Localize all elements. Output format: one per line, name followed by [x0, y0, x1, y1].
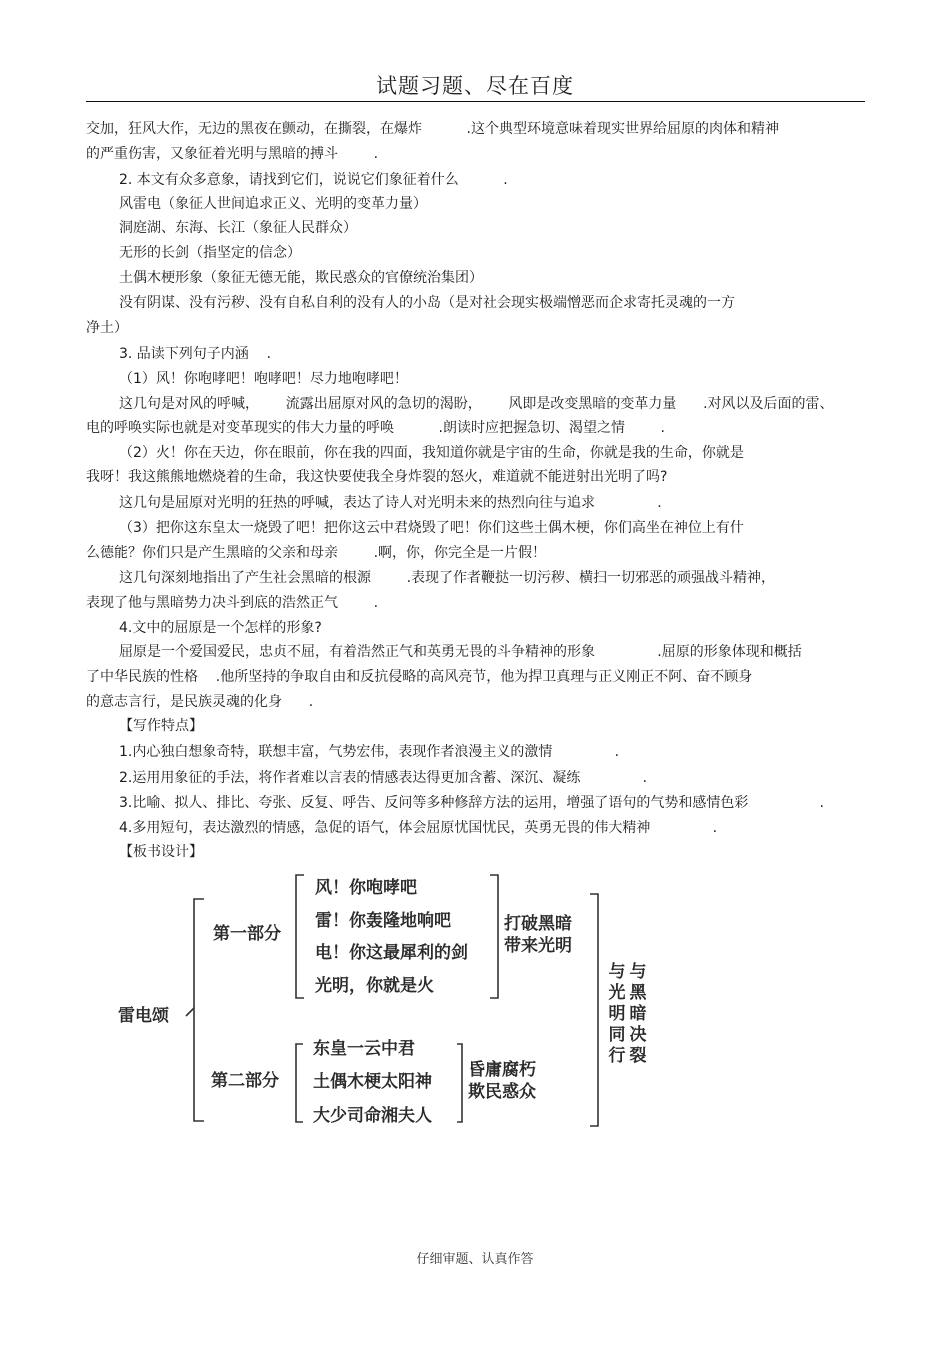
text-line: 1.内心独白想象奇特，联想丰富，气势宏伟，表现作者浪漫主义的激情 .: [119, 744, 620, 760]
conclusion-column-light: 与光明同行: [608, 962, 626, 1066]
text-line: 么德能？你们只是产生黑暗的父亲和母亲 .啊，你，你完全是一片假！: [86, 545, 547, 561]
part2-item: 大少司命湘夫人: [313, 1106, 432, 1126]
text-line: 2.运用用象征的手法，将作者难以言表的情感表达得更加含蓄、深沉、凝练 .: [119, 770, 648, 786]
diagram-root: 雷电颂: [118, 1006, 169, 1026]
section-heading: 【板书设计】: [119, 844, 203, 860]
text-line: 这几句是屈原对光明的狂热的呼喊，表达了诗人对光明未来的热烈向往与追求 .: [119, 495, 662, 511]
text-line: 交加，狂风大作，无边的黑夜在颤动，在撕裂，在爆炸 .这个典型环境意味着现实世界给屈原的肉体和精神: [86, 121, 779, 137]
text-line: （3）把你这东皇太一烧毁了吧！把你这云中君烧毁了吧！你们这些土偶木梗，你们高坐在神位上有什: [119, 520, 744, 536]
text-line: 这几句是对风的呼喊， 流露出屈原对风的急切的渴盼， 风即是改变黑暗的变革力量 .对风以及后面的雷、: [119, 396, 834, 412]
text-line: 洞庭湖、东海、长江（象征人民群众）: [119, 220, 357, 236]
conclusion-column-dark: 与黑暗决裂: [629, 962, 647, 1066]
text-line: 4.多用短句，表达激烈的情感，急促的语气，体会屈原忧国忧民，英勇无畏的伟大精神 .: [119, 820, 718, 836]
text-line: （1）风！你咆哮吧！咆哮吧！尽力地咆哮吧！: [119, 371, 408, 387]
text-line: 表现了他与黑暗势力决斗到底的浩然正气 .: [86, 595, 379, 611]
text-line: 没有阴谋、没有污秽、没有自私自利的没有人的小岛（是对社会现实极端憎恶而企求寄托灵魂的一方: [119, 295, 735, 311]
text-line: 4.文中的屈原是一个怎样的形象?: [119, 620, 322, 636]
part2-item: 土偶木梗太阳神: [313, 1072, 432, 1092]
text-line: 3.比喻、拟人、排比、夸张、反复、呼告、反问等多种修辞方法的运用，增强了语句的气势和感情色彩 .: [119, 795, 825, 811]
text-line: 的意志言行，是民族灵魂的化身 .: [86, 694, 314, 710]
text-line: 电的呼唤实际也就是对变革现实的伟大力量的呼唤 .朗读时应把握急切、渴望之情 .: [86, 420, 666, 436]
part1-item: 风！你咆哮吧: [315, 878, 417, 898]
text-line: 我呀！我这熊熊地燃烧着的生命，我这快要使我全身炸裂的怒火，难道就不能迸射出光明了吗?: [86, 469, 668, 485]
part2-label: 第二部分: [211, 1071, 279, 1091]
part1-item: 电！你这最犀利的剑: [315, 943, 468, 963]
part1-summary: 打破黑暗: [504, 914, 572, 934]
text-line: 屈原是一个爱国爱民，忠贞不屈，有着浩然正气和英勇无畏的斗争精神的形象 .屈原的形象体现和概括: [119, 644, 802, 660]
part1-item: 光明，你就是火: [315, 976, 434, 996]
part2-item: 东皇一云中君: [313, 1039, 415, 1059]
part1-item: 雷！你轰隆地响吧: [315, 911, 451, 931]
section-heading: 【写作特点】: [119, 718, 203, 734]
page-footer: 仔细审题、认真作答: [416, 1252, 534, 1267]
text-line: 风雷电（象征人世间追求正义、光明的变革力量）: [119, 196, 427, 212]
text-line: 土偶木梗形象（象征无德无能，欺民惑众的官僚统治集团）: [119, 270, 483, 286]
text-line: 2. 本文有众多意象，请找到它们，说说它们象征着什么 .: [119, 172, 508, 188]
text-line: （2）火！你在天边，你在眼前，你在我的四面，我知道你就是宇宙的生命，你就是我的生命，你就是: [119, 445, 744, 461]
part2-summary: 欺民惑众: [468, 1082, 536, 1102]
text-line: 3. 品读下列句子内涵 .: [119, 346, 272, 362]
text-line: 的严重伤害，又象征着光明与黑暗的搏斗 .: [86, 146, 379, 162]
text-line: 无形的长剑（指坚定的信念）: [119, 245, 301, 261]
page-header-title: 试题习题、尽在百度: [376, 74, 574, 98]
part1-label: 第一部分: [213, 924, 281, 944]
part2-summary: 昏庸腐朽: [468, 1060, 536, 1080]
text-line: 了中华民族的性格 .他所坚持的争取自由和反抗侵略的高风亮节，他为捍卫真理与正义刚正不阿、奋不顾身: [86, 669, 753, 685]
part1-summary: 带来光明: [504, 936, 572, 956]
text-line: 净土）: [86, 320, 128, 336]
text-line: 这几句深刻地指出了产生社会黑暗的根源 .表现了作者鞭挞一切污秽、横扫一切邪恶的顽强战斗精神，: [119, 570, 776, 586]
